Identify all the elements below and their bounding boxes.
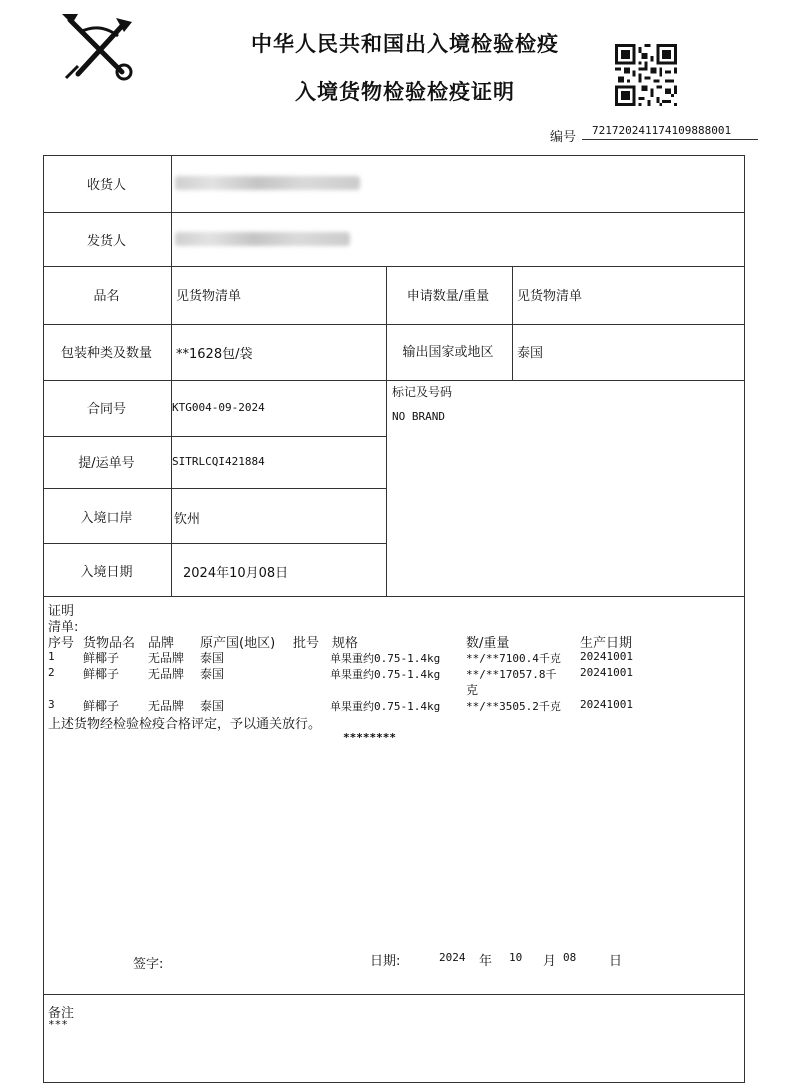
table-row-qty: **/**3505.2千克 [466,700,561,713]
col-header-date: 生产日期 [580,636,633,651]
table-row-qty-wrap: 克 [466,683,479,697]
col-header-name: 货物品名 [83,636,136,651]
signature-month-unit: 月 [543,954,557,969]
table-row-qty: **/**17057.8千 [466,668,557,681]
table-row-no: 2 [48,666,55,679]
col-header-brand: 品牌 [148,636,175,651]
consigner-label: 发货人 [86,234,126,249]
consignee-value-redacted [175,176,360,190]
col-header-spec: 规格 [332,636,359,651]
marks-label: 标记及号码 [392,385,453,399]
table-row-no: 1 [48,650,55,663]
table-row-name: 鲜椰子 [83,667,120,681]
table-row-date: 20241001 [580,666,633,679]
remarks-label: 备注 [48,1006,75,1021]
export-country-value: 泰国 [517,346,544,361]
signature-date-label: 日期: [370,954,401,969]
document-subtitle: 入境货物检验检疫证明 [295,80,515,104]
signature-day-unit: 日 [609,954,623,969]
entry-date-label: 入境日期 [80,565,133,580]
export-country-label: 输出国家或地区 [402,345,494,360]
inspection-emblem-icon [60,12,140,82]
contract-label: 合同号 [86,402,126,417]
consignee-label: 收货人 [86,178,126,193]
goods-name-value: 见货物清单 [176,289,242,304]
contract-value: KTG004-09-2024 [172,401,265,414]
conclusion-text: 上述货物经检验检疫合格评定，予以通关放行。 [48,717,322,732]
bl-value: SITRLCQI421884 [172,455,265,468]
port-label: 入境口岸 [80,511,133,526]
declared-qty-value: 见货物清单 [517,289,583,304]
consigner-value-redacted [175,232,350,246]
table-row-date: 20241001 [580,650,633,663]
entry-date-value: 2024年10月08日 [183,566,289,581]
table-row-brand: 无品牌 [148,651,185,665]
table-row-origin: 泰国 [200,699,225,713]
signature-year: 2024 [439,951,466,964]
marks-value: NO BRAND [392,410,445,423]
declared-qty-label: 申请数量/重量 [406,289,490,304]
col-header-origin: 原产国(地区) [200,636,276,651]
signature-label: 签字: [133,957,164,972]
table-row-name: 鲜椰子 [83,699,120,713]
packing-label: 包装种类及数量 [60,346,152,361]
col-header-no: 序号 [48,636,75,651]
certificate-heading: 证明 [48,604,75,619]
table-row-spec: 单果重约0.75-1.4kg [330,652,441,665]
signature-month: 10 [509,951,523,964]
table-row-brand: 无品牌 [148,667,185,681]
signature-day: 08 [563,951,577,964]
packing-value: **1628包/袋 [176,347,253,362]
table-row-spec: 单果重约0.75-1.4kg [330,700,441,713]
qr-code-icon [615,44,677,106]
signature-year-unit: 年 [479,954,493,969]
goods-name-label: 品名 [93,289,120,304]
remarks-value: *** [48,1018,68,1031]
cert-number-label: 编号 [550,130,577,145]
table-row-name: 鲜椰子 [83,651,120,665]
col-header-batch: 批号 [293,636,320,651]
table-row-qty: **/**7100.4千克 [466,652,561,665]
list-label: 清单: [48,620,79,635]
cert-number-value: 721720241174109888001 [582,124,758,140]
port-value: 钦州 [174,512,201,527]
table-row-brand: 无品牌 [148,699,185,713]
table-row-origin: 泰国 [200,667,225,681]
table-row-no: 3 [48,698,55,711]
table-row-origin: 泰国 [200,651,225,665]
document-title: 中华人民共和国出入境检验检疫 [251,32,559,56]
stars-separator: ******** [343,731,396,744]
col-header-qty: 数/重量 [466,636,510,651]
table-row-date: 20241001 [580,698,633,711]
table-row-spec: 单果重约0.75-1.4kg [330,668,441,681]
bl-label: 提/运单号 [78,456,135,471]
